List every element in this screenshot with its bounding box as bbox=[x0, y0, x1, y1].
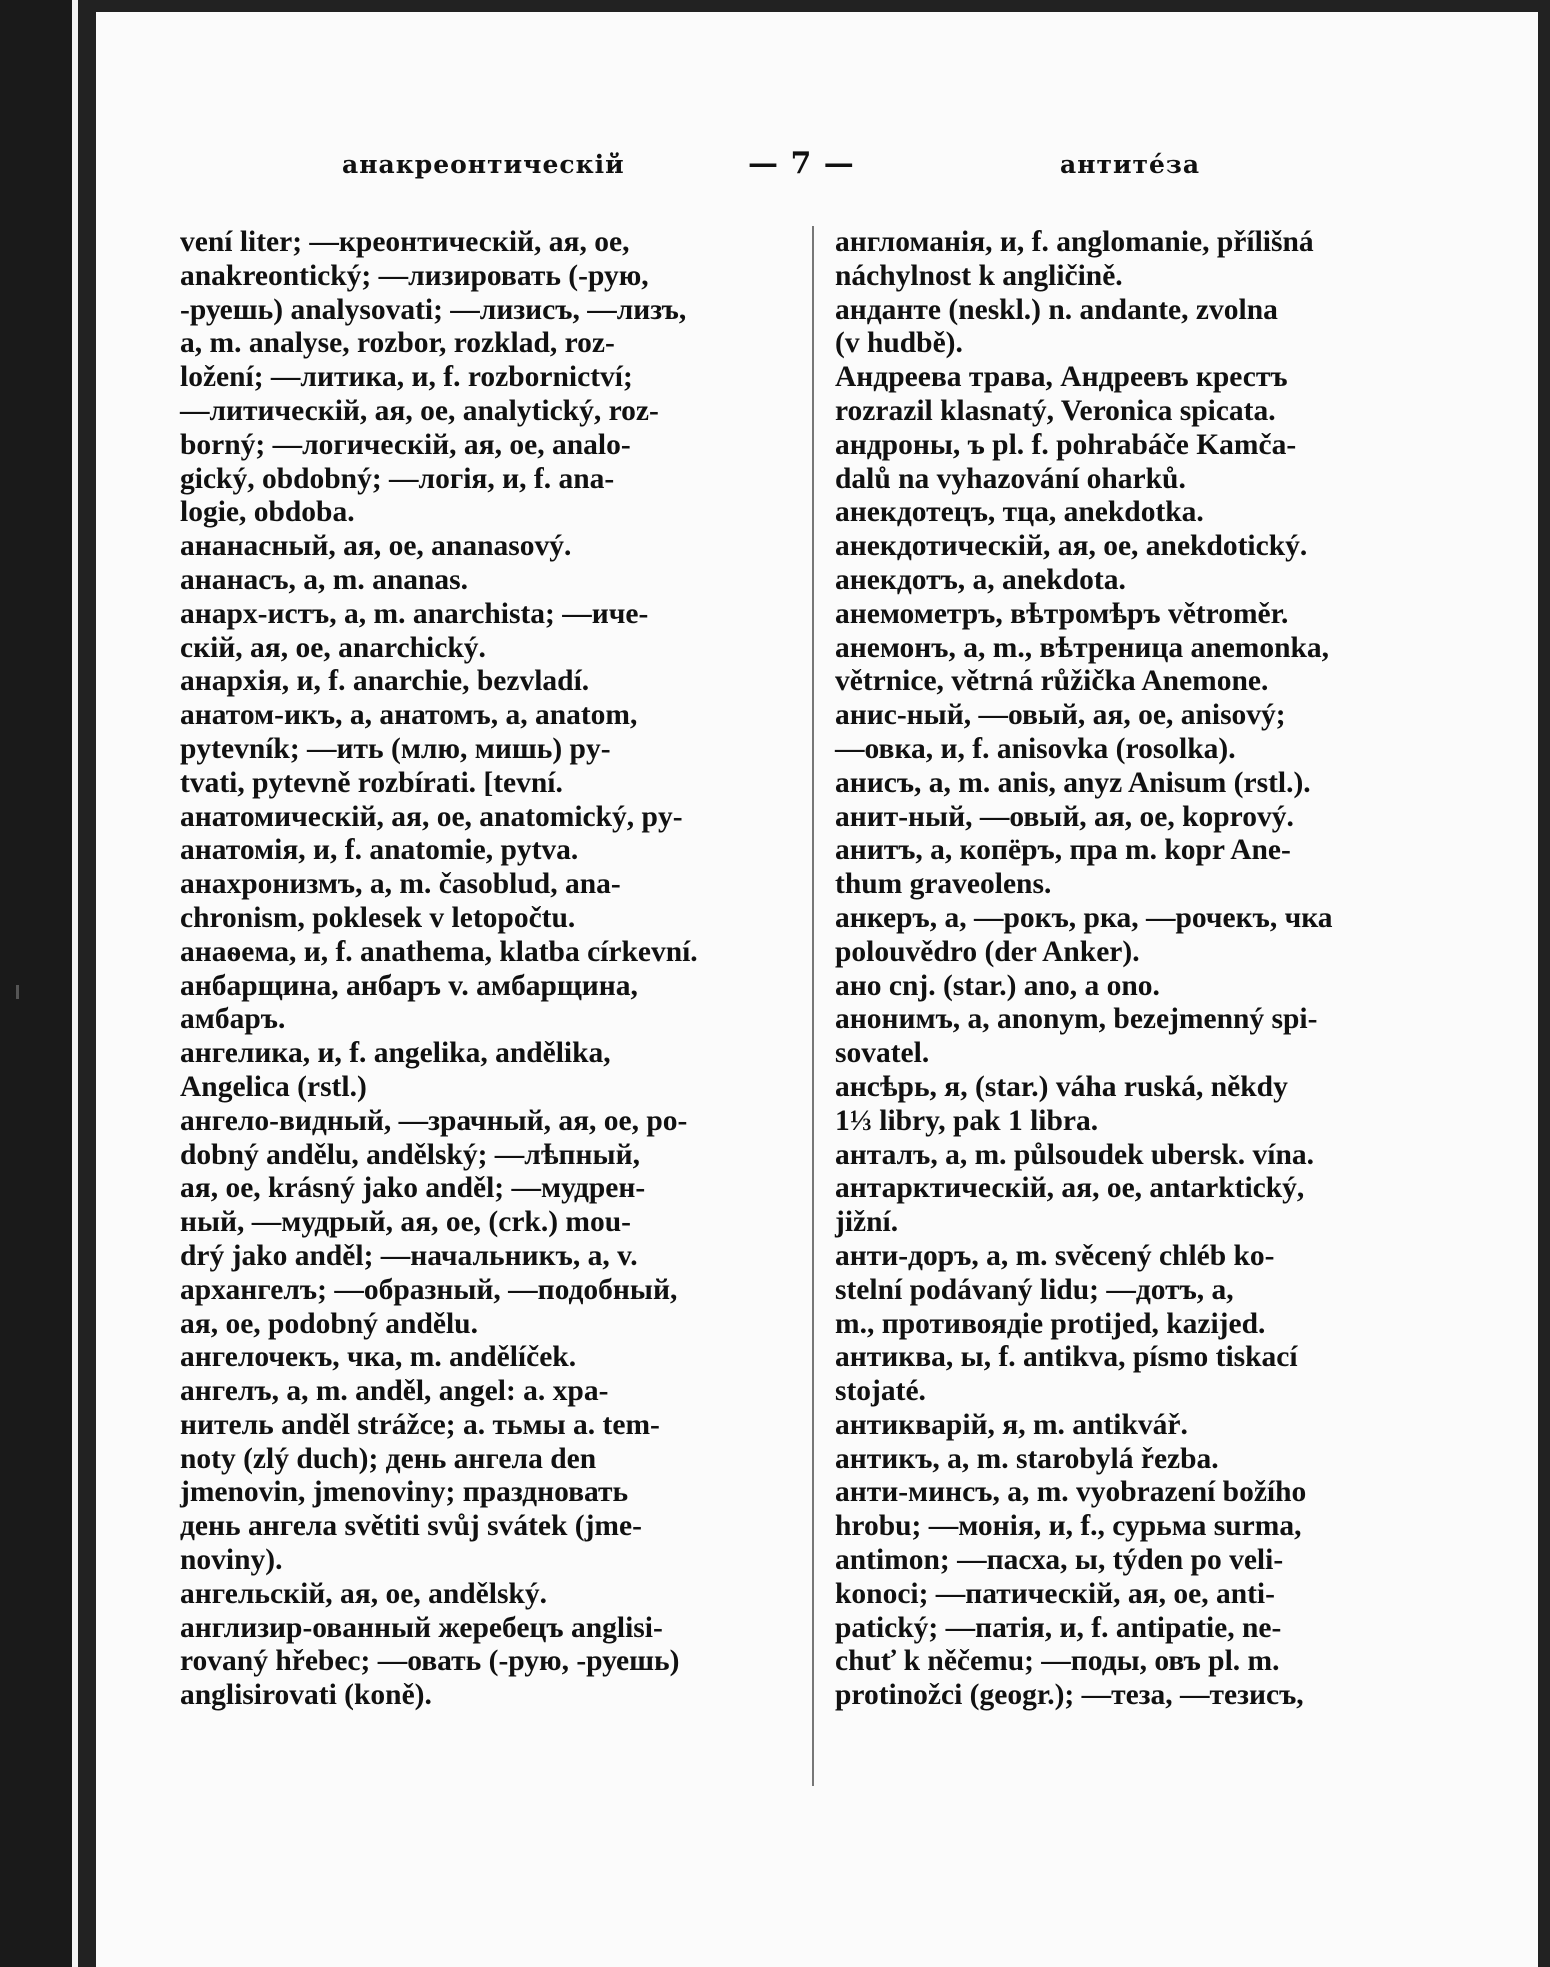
text-line: stojaté. bbox=[835, 1375, 926, 1408]
text-line: (v hudbě). bbox=[835, 327, 963, 360]
text-line: Angelica (rstl.) bbox=[180, 1070, 367, 1103]
text-line: noviny). bbox=[180, 1544, 283, 1577]
text-line: анархія, и, f. anarchie, bezvladí. bbox=[180, 665, 590, 698]
text-line: анаѳема, и, f. anathema, klatba církevní. bbox=[180, 935, 698, 968]
text-line: rovaný hřebec; —овать (-рую, -руешь) bbox=[180, 1645, 680, 1678]
text-line: ая, ое, krásný jako anděl; —мудрен- bbox=[180, 1172, 646, 1205]
text-line: антикъ, а, m. starobylá řezba. bbox=[835, 1442, 1219, 1475]
scan-border-right bbox=[1538, 0, 1550, 1967]
text-line: ансѣрь, я, (star.) váha ruská, někdy bbox=[835, 1070, 1288, 1103]
text-line: tvati, pytevně rozbírati. [tevní. bbox=[180, 766, 563, 799]
text-line: анекдотическій, ая, ое, anekdotický. bbox=[835, 530, 1308, 563]
text-line: анатом-икъ, а, анатомъ, а, anatom, bbox=[180, 699, 638, 732]
text-line: chronism, poklesek v letopočtu. bbox=[180, 901, 576, 934]
text-line: vení liter; —креонтическій, ая, ое, bbox=[180, 226, 630, 258]
text-line: —овка, и, f. anisovka (rosolka). bbox=[835, 732, 1236, 765]
text-line: амбаръ. bbox=[180, 1003, 286, 1036]
text-line: náchylnost k angličině. bbox=[835, 259, 1123, 292]
text-line: анитъ, а, копёръ, пра m. kopr Ane- bbox=[835, 834, 1291, 867]
text-line: нитель anděl strážce; а. тьмы a. tem- bbox=[180, 1408, 660, 1441]
text-line: скій, ая, ое, anarchický. bbox=[180, 631, 486, 664]
text-line: антарктическій, ая, ое, antarktický, bbox=[835, 1172, 1305, 1205]
text-line: анахронизмъ, а, m. časoblud, ana- bbox=[180, 868, 621, 901]
text-line: ангелочекъ, чка, m. andělíček. bbox=[180, 1341, 577, 1374]
text-line: -руешь) analysovati; —лизисъ, —лизъ, bbox=[180, 293, 687, 326]
running-head bbox=[200, 146, 1440, 186]
text-line: англизир-ованный жеребецъ anglisi- bbox=[180, 1611, 663, 1644]
running-head-left: анакреонтическій bbox=[342, 150, 625, 179]
text-line: анти-доръ, а, m. svěcený chléb ko- bbox=[835, 1239, 1275, 1272]
right-column bbox=[835, 226, 1447, 1713]
text-line: chuť k něčemu; —поды, овъ pl. m. bbox=[835, 1645, 1280, 1678]
text-line: ано cnj. (star.) ano, a ono. bbox=[835, 969, 1160, 1002]
text-line: анекдотецъ, тца, anekdotka. bbox=[835, 496, 1204, 529]
scan-border-line bbox=[78, 0, 96, 1967]
text-line: ангелъ, а, m. anděl, angel: а. хра- bbox=[180, 1375, 609, 1408]
text-line: анемонъ, а, m., вѣтреница anemonka, bbox=[835, 631, 1330, 664]
text-line: ананасный, ая, ое, ananasový. bbox=[180, 530, 572, 563]
text-line: m., противоядіе protijed, kazijed. bbox=[835, 1307, 1266, 1340]
text-line: анталъ, а, m. půlsoudek ubersk. vína. bbox=[835, 1138, 1314, 1171]
text-line: антикварій, я, m. antikvář. bbox=[835, 1408, 1188, 1441]
text-line: анти-минсъ, а, m. vyobrazení božího bbox=[835, 1476, 1307, 1509]
text-line: анонимъ, а, anonym, bezejmenný spi- bbox=[835, 1003, 1318, 1036]
text-line: анарх-истъ, а, m. anarchista; —иче- bbox=[180, 597, 649, 630]
text-line: Андреева трава, Андреевъ крестъ bbox=[835, 361, 1288, 394]
text-line: ангелика, и, f. angelika, andělika, bbox=[180, 1037, 611, 1070]
text-line: stelní podávaný lidu; —дотъ, а, bbox=[835, 1273, 1234, 1306]
text-line: анемометръ, вѣтромѣръ větroměr. bbox=[835, 597, 1289, 630]
margin-mark bbox=[16, 985, 19, 999]
text-line: anakreontický; —лизировать (-рую, bbox=[180, 259, 649, 292]
column-divider bbox=[812, 226, 814, 1786]
text-line: sovatel. bbox=[835, 1037, 930, 1070]
text-line: анис-ный, —овый, ая, ое, anisový; bbox=[835, 699, 1286, 732]
text-line: hrobu; —монія, и, f., сурьма surma, bbox=[835, 1510, 1302, 1543]
text-line: антиква, ы, f. antikva, písmo tiskací bbox=[835, 1341, 1298, 1374]
page-number: — 7 — bbox=[748, 146, 855, 181]
text-line: jmenovin, jmenoviny; праздновать bbox=[180, 1476, 629, 1509]
running-head-right: антитéза bbox=[1060, 150, 1201, 179]
text-line: dobný andělu, andělský; —лѣпный, bbox=[180, 1138, 640, 1171]
text-line: —литическій, ая, ое, analytický, roz- bbox=[180, 394, 659, 427]
text-line: protinožci (geogr.); —теза, —тезисъ, bbox=[835, 1679, 1304, 1712]
text-line: větrnice, větrná růžička Anemone. bbox=[835, 665, 1269, 698]
text-line: patický; —патія, и, f. antipatie, ne- bbox=[835, 1611, 1282, 1644]
text-line: ая, ое, podobný andělu. bbox=[180, 1307, 478, 1340]
text-line: anglisirovati (koně). bbox=[180, 1679, 432, 1712]
text-line: a, m. analyse, rozbor, rozklad, roz- bbox=[180, 327, 615, 360]
text-line: dalů na vyhazování oharků. bbox=[835, 462, 1186, 495]
text-line: анданте (neskl.) n. andante, zvolna bbox=[835, 293, 1278, 326]
text-line: ный, —мудрый, ая, ое, (crk.) mou- bbox=[180, 1206, 631, 1239]
text-line: pytevník; —ить (млю, мишь) py- bbox=[180, 732, 611, 765]
text-line: jižní. bbox=[835, 1206, 899, 1239]
text-line: noty (zlý duch); день ангела den bbox=[180, 1442, 597, 1475]
text-line: ананасъ, а, m. ananas. bbox=[180, 563, 469, 596]
text-line: polouvědro (der Anker). bbox=[835, 935, 1140, 968]
text-line: анатомическій, ая, ое, anatomický, py- bbox=[180, 800, 683, 833]
text-line: konoci; —патическій, ая, ое, anti- bbox=[835, 1577, 1275, 1610]
text-line: logie, obdoba. bbox=[180, 496, 355, 529]
text-line: андроны, ъ pl. f. pohrabáče Kamča- bbox=[835, 428, 1297, 461]
text-line: 1⅓ libry, pak 1 libra. bbox=[835, 1104, 1099, 1137]
text-line: ložení; —литика, и, f. rozbornictví; bbox=[180, 361, 633, 394]
text-line: gický, obdobný; —логія, и, f. ana- bbox=[180, 462, 615, 495]
text-line: анит-ный, —овый, ая, ое, koprový. bbox=[835, 800, 1294, 833]
text-line: анисъ, а, m. anis, anyz Anisum (rstl.). bbox=[835, 766, 1311, 799]
scan-border-left bbox=[0, 0, 72, 1967]
text-line: antimon; —пасха, ы, týden po veli- bbox=[835, 1544, 1284, 1577]
text-line: англоманія, и, f. anglomanie, přílišná bbox=[835, 226, 1314, 258]
text-line: ангело-видный, —зрачный, ая, ое, po- bbox=[180, 1104, 688, 1137]
scan-border-top bbox=[96, 0, 1550, 12]
text-line: анкеръ, а, —рокъ, рка, —рочекъ, чка bbox=[835, 901, 1333, 934]
text-line: ангельскій, ая, ое, andělský. bbox=[180, 1577, 547, 1610]
text-line: архангелъ; —образный, —подобный, bbox=[180, 1273, 678, 1306]
text-line: rozrazil klasnatý, Veronica spicata. bbox=[835, 394, 1276, 427]
text-line: день ангела světiti svůj svátek (jme- bbox=[180, 1510, 642, 1543]
text-line: анбарщина, анбаръ v. амбарщина, bbox=[180, 969, 638, 1002]
text-line: анатомія, и, f. anatomie, pytva. bbox=[180, 834, 579, 867]
text-line: анекдотъ, а, anekdota. bbox=[835, 563, 1126, 596]
text-line: thum graveolens. bbox=[835, 868, 1052, 901]
left-column bbox=[180, 226, 780, 1713]
text-line: drý jako anděl; —начальникъ, а, v. bbox=[180, 1239, 638, 1272]
text-line: borný; —логическій, ая, ое, analo- bbox=[180, 428, 631, 461]
